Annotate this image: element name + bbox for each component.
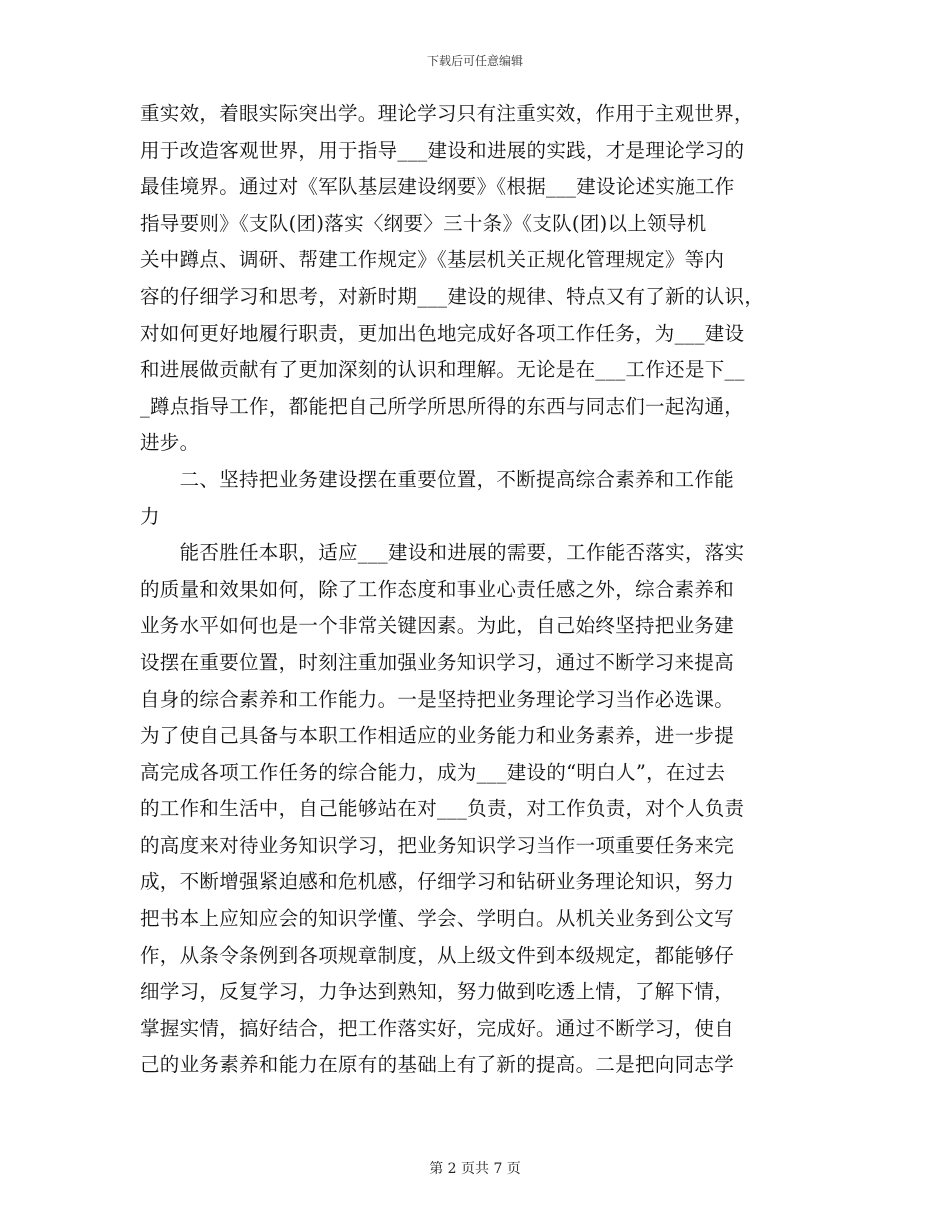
section-heading-line: 二、坚持把业务建设摆在重要位置，不断提高综合素养和工作能 bbox=[140, 467, 735, 491]
page-header: 下载后可任意编辑 bbox=[426, 54, 523, 68]
text-line: 的高度来对待业务知识学习，把业务知识学习当作一项重要任务来完 bbox=[140, 833, 735, 857]
text-line: 重实效，着眼实际突出学。理论学习只有注重实效，作用于主观世界， bbox=[140, 102, 754, 125]
text-line: 容的仔细学习和思考，对新时期___建设的规律、特点又有了新的认识， bbox=[140, 284, 765, 308]
text-line: 把书本上应知应会的知识学懂、学会、学明白。从机关业务到公文写 bbox=[140, 907, 735, 931]
text-line: 的质量和效果如何，除了工作态度和事业心责任感之外，综合素养和 bbox=[140, 577, 735, 601]
text-line: 和进展做贡献有了更加深刻的认识和理解。无论是在___工作还是下__ bbox=[140, 358, 745, 382]
text-line: 关中蹲点、调研、帮建工作规定》《基层机关正规化管理规定》等内 bbox=[140, 248, 725, 272]
text-line: 自身的综合素养和工作能力。一是坚持把业务理论学习当作必选课。 bbox=[140, 687, 735, 711]
text-line: 用于改造客观世界，用于指导___建设和进展的实践，才是理论学习的 bbox=[140, 138, 745, 162]
text-line: 细学习，反复学习，力争达到熟知，努力做到吃透上情，了解下情， bbox=[140, 980, 735, 1004]
section-heading-line: 力 bbox=[140, 504, 160, 528]
text-line: 的工作和生活中，自己能够站在对___负责，对工作负责，对个人负责 bbox=[140, 797, 745, 821]
text-line: 己的业务素养和能力在原有的基础上有了新的提高。二是把向同志学 bbox=[140, 1053, 735, 1077]
text-line: 能否胜任本职，适应___建设和进展的需要，工作能否落实，落实 bbox=[140, 541, 745, 565]
text-line: 作，从条令条例到各项规章制度，从上级文件到本级规定，都能够仔 bbox=[140, 943, 735, 967]
text-line: 指导要则》《支队(团)落实〈纲要〉三十条》《支队(团)以上领导机 bbox=[140, 211, 707, 235]
document-body bbox=[140, 96, 812, 1084]
text-line: 成，不断增强紧迫感和危机感，仔细学习和钻研业务理论知识，努力 bbox=[140, 870, 735, 894]
text-line: 进步。 bbox=[140, 431, 200, 455]
text-line: 为了使自己具备与本职工作相适应的业务能力和业务素养，进一步提 bbox=[140, 724, 735, 748]
page-number-footer: 第 2 页共 7 页 bbox=[429, 1161, 521, 1177]
text-line: 最佳境界。通过对《军队基层建设纲要》《根据___建设论述实施工作 bbox=[140, 175, 735, 199]
text-line: 设摆在重要位置，时刻注重加强业务知识学习，通过不断学习来提高 bbox=[140, 650, 735, 674]
text-line: _蹲点指导工作，都能把自己所学所思所得的东西与同志们一起沟通， bbox=[140, 394, 745, 418]
text-line: 业务水平如何也是一个非常关键因素。为此，自己始终坚持把业务建 bbox=[140, 614, 735, 638]
text-line: 对如何更好地履行职责，更加出色地完成好各项工作任务，为___建设 bbox=[140, 321, 745, 345]
text-line: 高完成各项工作任务的综合能力，成为___建设的“明白人”，在过去 bbox=[140, 760, 726, 784]
text-line: 掌握实情，搞好结合，把工作落实好，完成好。通过不断学习，使自 bbox=[140, 1016, 735, 1040]
